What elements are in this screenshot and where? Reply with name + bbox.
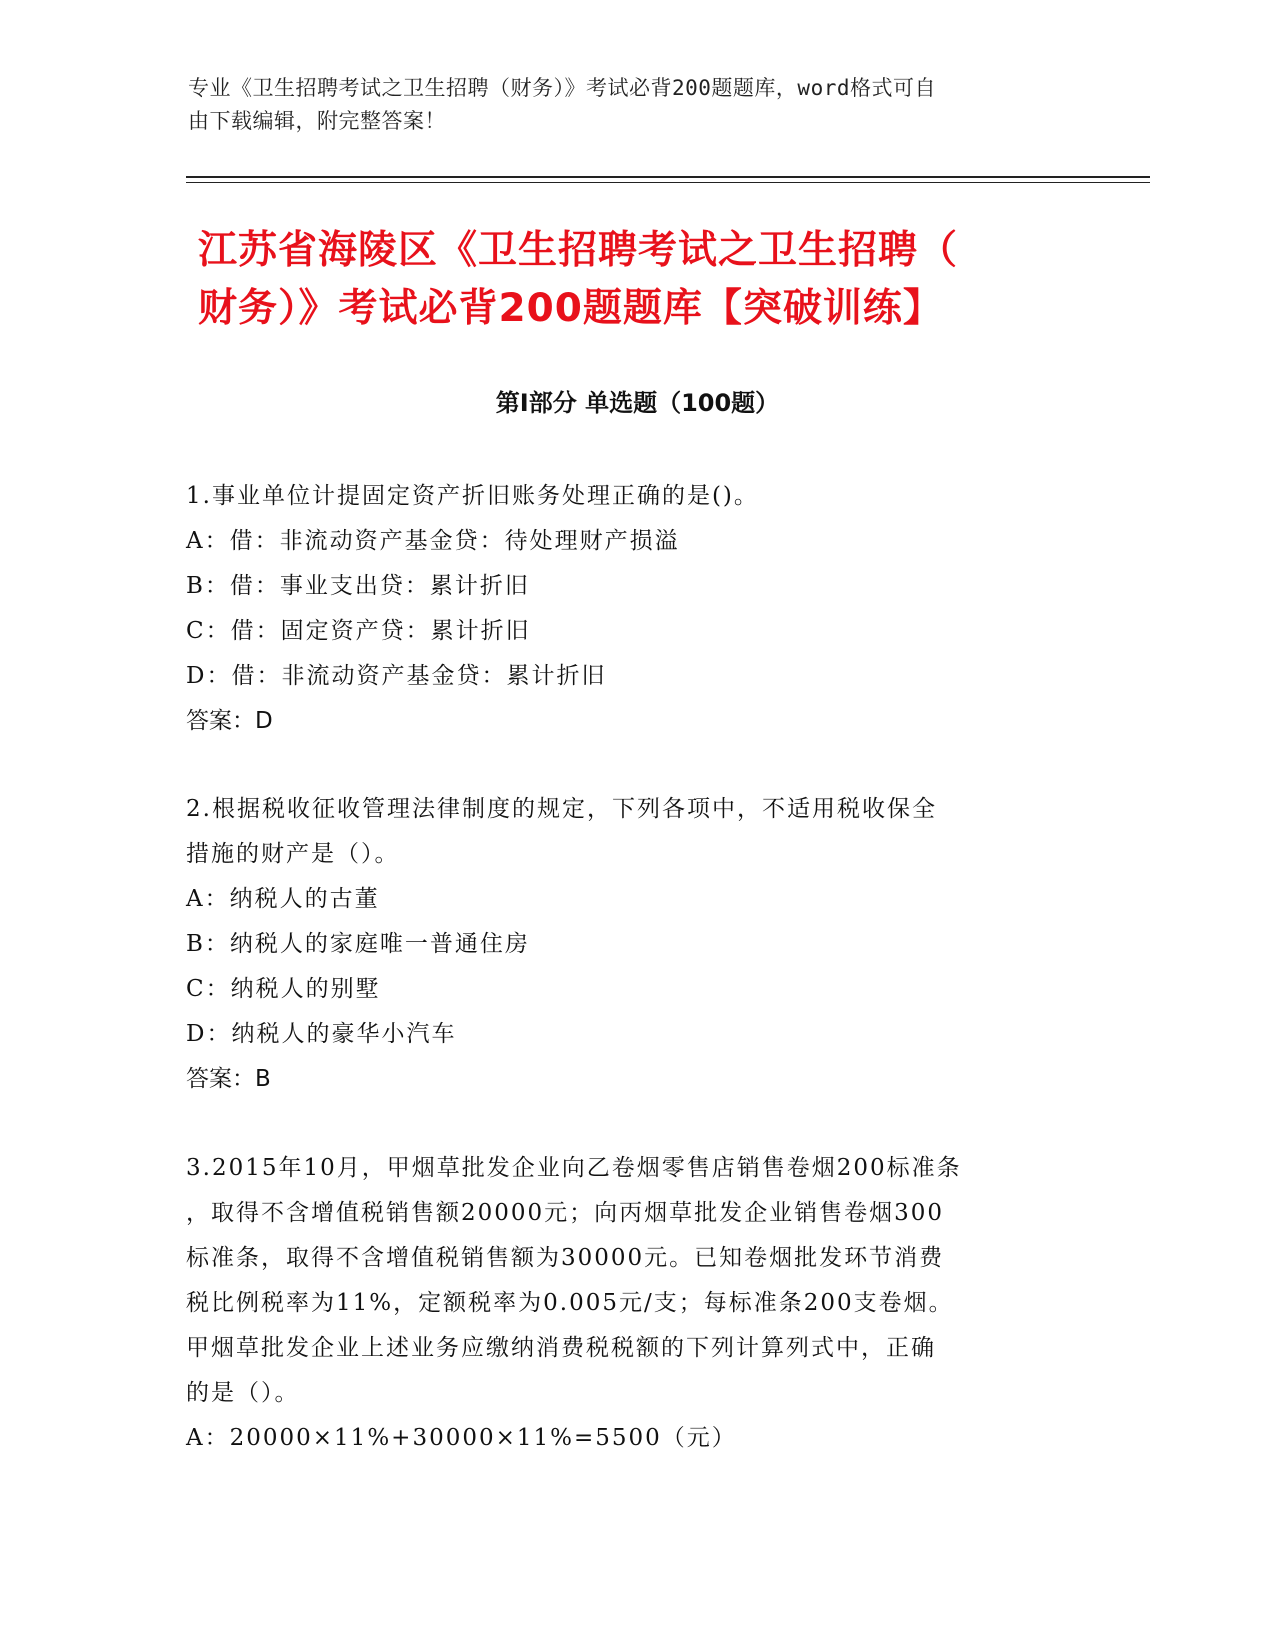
question-3-stem-line-3: 标准条，取得不含增值税销售额为30000元。已知卷烟批发环节消费: [186, 1245, 945, 1271]
question-3-stem-line-2: ，取得不含增值税销售额20000元；向丙烟草批发企业销售卷烟300: [186, 1200, 945, 1226]
question-1-option-d: D：借：非流动资产基金贷：累计折旧: [186, 663, 607, 689]
question-2-option-a: A：纳税人的古董: [186, 886, 380, 912]
question-3-option-a: A：20000×11%+30000×11%=5500（元）: [186, 1425, 737, 1451]
header-note-line-2: 由下载编辑，附完整答案！: [188, 109, 446, 133]
document-title-line-2: 财务）》考试必背200题题库【突破训练】: [198, 286, 943, 331]
question-3: [186, 1146, 1086, 1461]
question-1-option-a: A：借：非流动资产基金贷：待处理财产损溢: [186, 528, 680, 554]
question-2-stem-line-1: 2.根据税收征收管理法律制度的规定，下列各项中，不适用税收保全: [186, 796, 937, 822]
header-divider-thin: [186, 182, 1150, 183]
question-2-option-b: B：纳税人的家庭唯一普通住房: [186, 931, 530, 957]
question-1-answer: 答案：D: [186, 708, 273, 734]
question-2: [186, 787, 1086, 1102]
document-header-note: [188, 72, 1088, 138]
question-2-option-d: D：纳税人的豪华小汽车: [186, 1021, 457, 1047]
header-note-line-1: 专业《卫生招聘考试之卫生招聘（财务）》考试必背200题题库，word格式可自: [188, 76, 936, 100]
question-1-option-b: B：借：事业支出贷：累计折旧: [186, 573, 530, 599]
question-1-stem: 1.事业单位计提固定资产折旧账务处理正确的是()。: [186, 483, 759, 509]
question-2-stem-line-2: 措施的财产是（）。: [186, 841, 400, 867]
question-1-option-c: C：借：固定资产贷：累计折旧: [186, 618, 531, 644]
question-1: [186, 474, 1086, 744]
question-3-stem-line-6: 的是（）。: [186, 1380, 300, 1406]
section-heading: 第I部分 单选题（100题）: [495, 389, 780, 417]
document-title: [198, 222, 1098, 338]
document-title-line-1: 江苏省海陵区《卫生招聘考试之卫生招聘（: [198, 228, 959, 273]
header-divider-thick: [186, 176, 1150, 178]
question-3-stem-line-5: 甲烟草批发企业上述业务应缴纳消费税税额的下列计算列式中，正确: [186, 1335, 936, 1361]
question-3-stem-line-1: 3.2015年10月，甲烟草批发企业向乙卷烟零售店销售卷烟200标准条: [186, 1155, 962, 1181]
question-2-option-c: C：纳税人的别墅: [186, 976, 381, 1002]
question-3-stem-line-4: 税比例税率为11%，定额税率为0.005元/支；每标准条200支卷烟。: [186, 1290, 954, 1316]
question-2-answer: 答案：B: [186, 1066, 271, 1092]
